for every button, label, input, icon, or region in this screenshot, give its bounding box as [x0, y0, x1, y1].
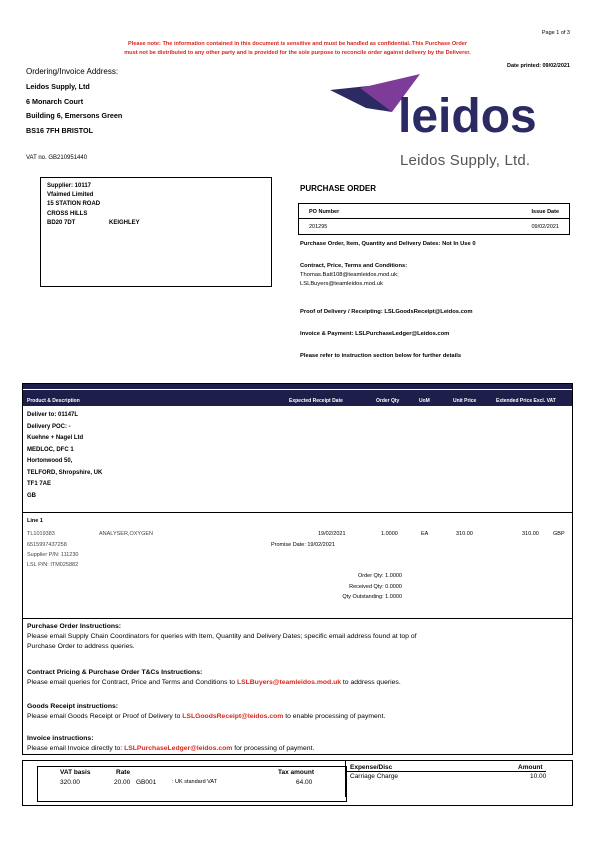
delivery-line: TELFORD, Shropshire, UK — [27, 469, 103, 476]
supplier-locality: CROSS HILLS — [47, 210, 88, 217]
vat-basis-label: VAT basis — [60, 769, 91, 776]
supplier-postcode-row — [47, 219, 265, 228]
purchase-order-title: PURCHASE ORDER — [300, 184, 377, 193]
po-dates-info: Purchase Order, Item, Quantity and Delivery Dates: Not In Use 0 — [300, 241, 476, 247]
invoice-email-link[interactable]: LSLPurchaseLedger@leidos.com — [124, 745, 233, 752]
extended-price: 310.00 — [522, 531, 539, 537]
contract-email-2: LSLBuyers@teamleidos.mod.uk — [300, 281, 383, 287]
delivery-poc: Delivery POC: - — [27, 423, 71, 430]
item-code: TL1019383 — [27, 531, 55, 537]
goods-receipt-text — [27, 712, 385, 722]
supplier-postcode: BD20 7DT — [47, 219, 76, 226]
text: to enable processing of payment. — [283, 713, 386, 720]
goods-receipt-title: Goods Receipt instructions: — [27, 703, 119, 710]
po-instructions-title: Purchase Order Instructions: — [27, 623, 122, 630]
vat-number: VAT no. GB210951440 — [26, 155, 88, 161]
text: for processing of payment. — [232, 745, 315, 752]
address-line: Leidos Supply, Ltd — [26, 82, 90, 91]
line-title: Line 1 — [27, 518, 43, 524]
confidentiality-notice — [40, 40, 555, 58]
received-qty: Received Qty: 0.0000 — [349, 584, 402, 590]
item-description: ANALYSER,OXYGEN — [99, 531, 153, 537]
vat-basis: 320.00 — [60, 779, 80, 786]
logo-subtitle: Leidos Supply, Ltd. — [400, 152, 531, 169]
expense-item: Carriage Charge — [350, 773, 399, 780]
issue-date: 09/02/2021 — [531, 224, 559, 230]
refer-instructions: Please refer to instruction section below for further details — [300, 353, 462, 359]
lsl-part-number: LSL P/N: ITM025882 — [27, 562, 79, 568]
address-line: Building 6, Emersons Green — [26, 111, 123, 120]
proof-of-delivery-info: Proof of Delivery / Receipting: LSLGoodsReceipt@Leidos.com — [300, 309, 473, 315]
delivery-line: GB — [27, 492, 36, 499]
col-uom: UoM — [419, 398, 430, 404]
tax-amount-label: Tax amount — [278, 769, 314, 776]
expense-amount: 10.00 — [530, 773, 547, 780]
po-instructions-text: Purchase Order to address queries. — [27, 643, 135, 650]
order-lines-box — [22, 383, 573, 755]
po-number: 201295 — [309, 224, 328, 230]
text: Please email Goods Receipt or Proof of Delivery to — [27, 713, 183, 720]
col-extended-price: Extended Price Excl. VAT — [496, 398, 556, 404]
ordering-address-title: Ordering/Invoice Address: — [26, 67, 119, 76]
delivery-line: Kuehne + Nagel Ltd — [27, 435, 84, 441]
supplier-part-number: Supplier P/N: 111230 — [27, 552, 79, 558]
order-qty-summary: Order Qty: 1.0000 — [357, 573, 402, 579]
expense-table — [345, 761, 545, 797]
uom: EA — [421, 531, 429, 537]
currency: GBP — [553, 531, 565, 537]
contract-instructions-text — [27, 678, 401, 688]
supplier-id: Supplier: 10117 — [47, 183, 92, 189]
rate-label: Rate — [116, 769, 131, 776]
contract-info — [300, 262, 570, 289]
goods-receipt-email-link[interactable]: LSLGoodsReceipt@leidos.com — [182, 713, 284, 720]
vat-code: GB001 — [136, 779, 157, 786]
vat-code-description: : UK standard VAT — [172, 779, 218, 785]
notice-line-2: must not be distributed to any other party and is provided for the sole purpose to reconcile order against delivery by the Deliverer. — [124, 50, 471, 56]
col-expected-date: Expected Receipt Date — [289, 398, 343, 404]
contract-email-1: Thomas.Batt108@teamleidos.mod.uk; — [300, 272, 399, 278]
vat-table — [37, 766, 347, 802]
po-number-box — [298, 203, 570, 235]
item-nsn: 6515997437258 — [27, 542, 67, 548]
expected-receipt-date: 19/02/2021 — [318, 531, 346, 537]
text: Please email Invoice directly to: — [27, 745, 125, 752]
tax-amount: 64.00 — [296, 779, 313, 786]
address-line: BS16 7FH BRISTOL — [26, 125, 93, 135]
invoice-instructions-title: Invoice instructions: — [27, 735, 94, 742]
goods-receipt-instructions — [27, 702, 385, 722]
address-line: 6 Monarch Court — [26, 96, 84, 106]
vat-rate: 20.00 — [114, 779, 131, 786]
deliver-to: Deliver to: 01147L — [27, 412, 79, 418]
delivery-line: TF1 7AE — [27, 481, 52, 487]
supplier-name: Vfaimed Limited — [47, 192, 94, 199]
unit-price: 310.00 — [456, 531, 473, 537]
contract-instructions-title: Contract Pricing & Purchase Order T&Cs Instructions: — [27, 669, 203, 676]
table-header — [23, 384, 572, 406]
notice-line-1: Please note: The information contained in this document is sensitive and must be handled as confidential. This Purchase Order — [127, 41, 468, 47]
po-number-label: PO Number — [309, 209, 340, 215]
col-order-qty: Order Qty — [376, 398, 400, 404]
text: Please email queries for Contract, Price and Terms and Conditions to — [27, 679, 237, 686]
invoice-payment-info: Invoice & Payment: LSLPurchaseLedger@Leidos.com — [300, 331, 450, 337]
supplier-street: 15 STATION ROAD — [47, 201, 101, 208]
ordering-address — [26, 80, 122, 138]
outstanding-qty: Qty Outstanding: 1.0000 — [342, 594, 402, 600]
contract-instructions — [27, 668, 401, 688]
invoice-instructions — [27, 734, 314, 754]
col-unit-price: Unit Price — [453, 398, 477, 404]
po-instructions — [27, 622, 417, 652]
logo-wordmark: leidos — [398, 90, 537, 143]
buyers-email-link[interactable]: LSLBuyers@teamleidos.mod.uk — [236, 679, 342, 686]
delivery-line: Hortonwood 50, — [27, 458, 73, 464]
date-printed: Date printed: 09/02/2021 — [507, 63, 570, 69]
page-number: Page 1 of 3 — [541, 30, 570, 36]
amount-label: Amount — [518, 764, 543, 771]
delivery-address — [27, 410, 102, 502]
text: to address queries. — [341, 679, 401, 686]
col-product: Product & Description — [27, 398, 80, 404]
issue-date-label: Issue Date — [531, 209, 559, 215]
delivery-line: MEDLOC, DFC 1 — [27, 446, 74, 453]
promise-date: Promise Date: 19/02/2021 — [271, 542, 335, 548]
expense-label: Expense/Disc — [350, 764, 393, 771]
order-qty: 1.0000 — [381, 531, 398, 537]
invoice-instructions-text — [27, 744, 314, 754]
supplier-box — [40, 177, 272, 287]
supplier-town: KEIGHLEY — [109, 219, 140, 226]
po-instructions-text: Please email Supply Chain Coordinators for queries with Item, Quantity and Delivery Dates; specific email address found at top of — [27, 633, 417, 640]
contract-info-title: Contract, Price, Terms and Conditions: — [300, 263, 408, 269]
tax-summary-box — [22, 760, 573, 806]
